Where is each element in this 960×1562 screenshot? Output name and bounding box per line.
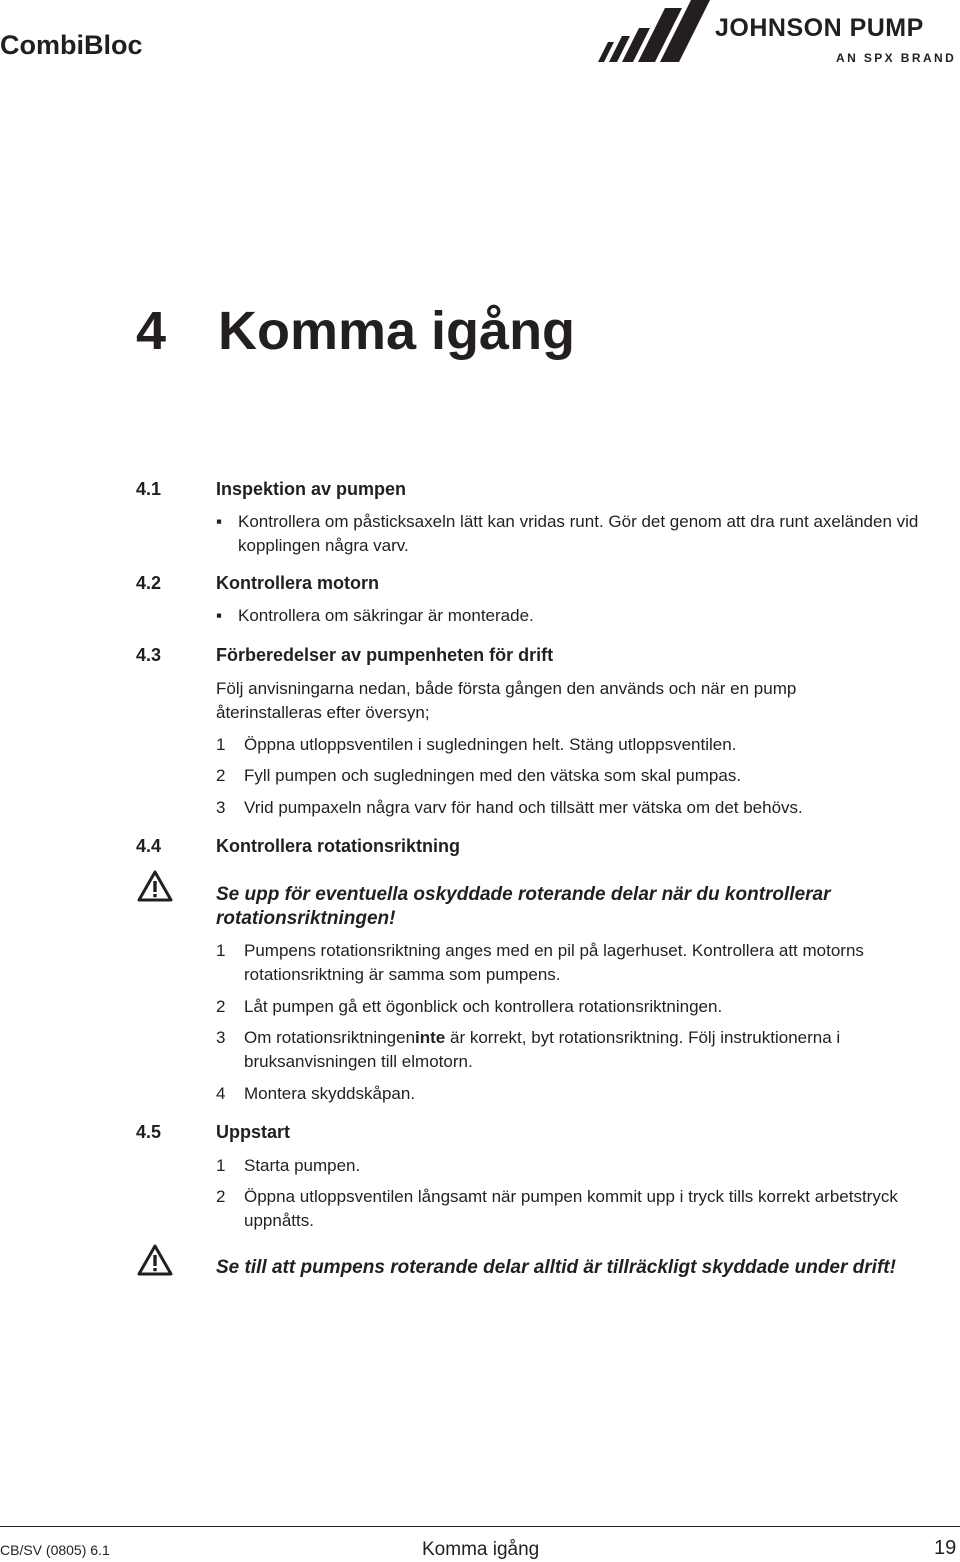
section-intro: Följ anvisningarna nedan, både första gången den används och när en pump återinstalleras efter översyn; <box>216 679 797 722</box>
section-title: Förberedelser av pumpenheten för drift <box>216 645 554 665</box>
step-item <box>216 1026 936 1074</box>
bullet-text: Kontrollera om säkringar är monterade. <box>238 606 534 625</box>
section-number: 4.2 <box>136 573 162 593</box>
step-text: Pumpens rotationsriktning anges med en pil på lagerhuset. Kontrollera att motorns rotationsriktning är samma som pumpens. <box>244 941 864 984</box>
section-heading-4-3 <box>136 645 553 666</box>
warning-icon <box>137 1244 173 1276</box>
step-number: 4 <box>216 1084 226 1103</box>
section-heading-4-4 <box>136 836 460 857</box>
section-title: Kontrollera motorn <box>216 573 380 593</box>
section-title: Inspektion av pumpen <box>216 479 407 499</box>
step-item <box>216 733 936 757</box>
logo-brand-name: JOHNSON PUMP <box>715 14 924 42</box>
section-number: 4.5 <box>136 1122 162 1142</box>
warning-text: Se till att pumpens roterande delar alltid är tillräckligt skyddade under drift! <box>216 1257 896 1278</box>
step-number: 2 <box>216 997 226 1016</box>
step-text: Öppna utloppsventilen långsamt när pumpen kommit upp i tryck tills korrekt arbetstryck uppnåtts. <box>244 1187 898 1230</box>
section-number: 4.1 <box>136 479 162 499</box>
chapter-number: 4 <box>136 301 167 361</box>
step-text: Vrid pumpaxeln några varv för hand och tillsätt mer vätska om det behövs. <box>244 798 803 817</box>
step-text: Starta pumpen. <box>244 1156 361 1175</box>
johnson-pump-logo <box>598 0 960 66</box>
step-text-pre: Om rotationsriktningen <box>244 1028 416 1047</box>
section-number: 4.3 <box>136 645 162 665</box>
step-text <box>244 1026 936 1074</box>
bullet-marker: ▪ <box>216 512 223 531</box>
bullet-marker: ▪ <box>216 606 223 625</box>
chapter-title: Komma igång <box>218 301 576 361</box>
step-item <box>216 995 936 1019</box>
section-heading-4-5 <box>136 1122 290 1143</box>
step-number: 3 <box>216 798 226 817</box>
section-number: 4.4 <box>136 836 162 856</box>
step-item <box>216 796 936 820</box>
footer-divider <box>0 1526 960 1527</box>
page-number: 19 <box>934 1537 957 1559</box>
step-item <box>216 1185 936 1233</box>
step-number: 2 <box>216 1187 226 1206</box>
step-item <box>216 1082 936 1106</box>
bullet-item <box>216 510 956 558</box>
step-text: Låt pumpen gå ett ögonblick och kontrollera rotationsriktningen. <box>244 997 723 1016</box>
warning-icon <box>137 870 173 902</box>
step-text-emphasis: inte <box>415 1028 446 1047</box>
step-text: Montera skyddskåpan. <box>244 1084 416 1103</box>
step-number: 3 <box>216 1028 226 1047</box>
section-heading-4-1 <box>136 479 406 500</box>
step-number: 1 <box>216 941 226 960</box>
step-number: 2 <box>216 766 226 785</box>
step-item <box>216 764 936 788</box>
footer-chapter-title: Komma igång <box>422 1539 540 1560</box>
step-number: 1 <box>216 735 226 754</box>
step-text-post: är korrekt, byt rotationsriktning. Följ instruktionerna i bruksanvisningen till elmotorn. <box>244 1028 841 1071</box>
step-item <box>216 1154 936 1178</box>
step-number: 1 <box>216 1156 226 1175</box>
warning-text: Se upp för eventuella oskyddade roterande delar när du kontrollerar rotationsriktningen! <box>216 884 831 929</box>
bullet-text: Kontrollera om påsticksaxeln lätt kan vridas runt. Gör det genom att dra runt axeländen vid kopplingen några varv. <box>238 512 919 555</box>
section-heading-4-2 <box>136 573 379 594</box>
step-text: Fyll pumpen och sugledningen med den vätska som skal pumpas. <box>244 766 742 785</box>
logo-mark-icon <box>598 0 710 66</box>
logo-subtitle: AN SPX BRAND <box>836 51 957 65</box>
chapter-heading <box>136 300 575 362</box>
document-code: CB/SV (0805) 6.1 <box>0 1542 110 1558</box>
bullet-item <box>216 604 956 628</box>
step-item <box>216 939 936 987</box>
section-title: Uppstart <box>216 1122 291 1142</box>
step-text: Öppna utloppsventilen i sugledningen helt. Stäng utloppsventilen. <box>244 735 737 754</box>
section-title: Kontrollera rotationsriktning <box>216 836 461 856</box>
document-title: CombiBloc <box>0 30 143 60</box>
